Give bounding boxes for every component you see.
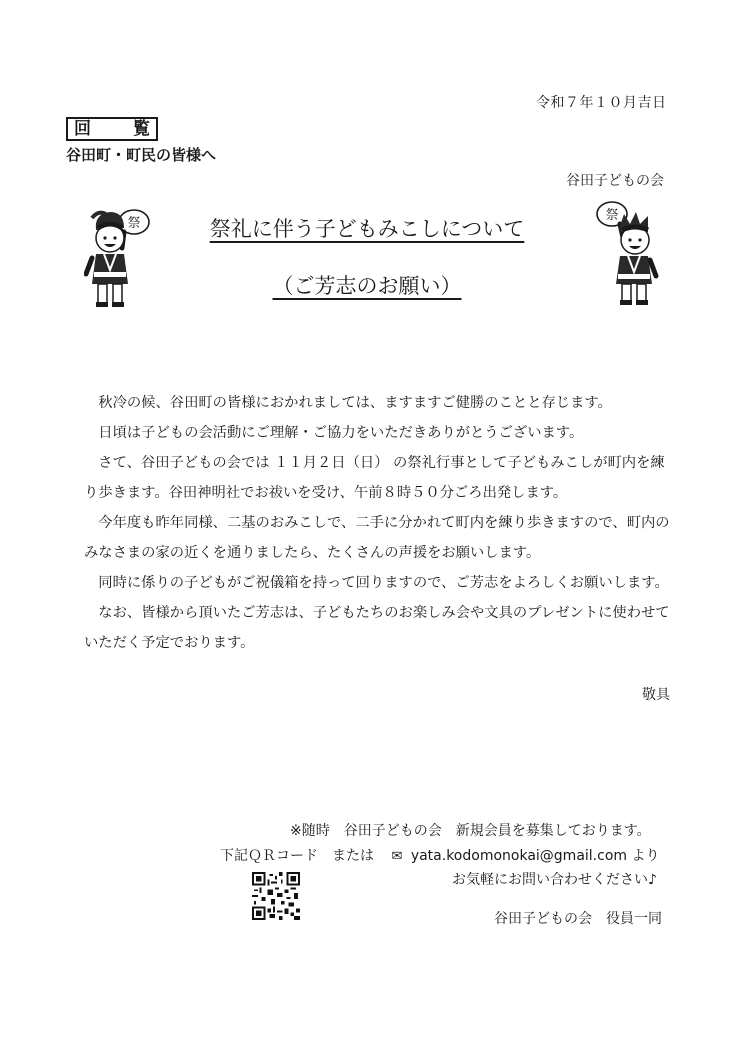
body-paragraph-route: 今年度も昨年同様、二基のおみこしで、二手に分かれて町内を練り歩きますので、町内のみなさまの家の近くを通りましたら、たくさんの声援をお願いします。 [84,515,670,561]
qr-code-icon[interactable] [252,872,300,920]
inquiry-invite: お気軽にお問い合わせください♪ [452,872,657,888]
contact-email[interactable]: yata.kodomonokai@gmail.com [410,848,628,864]
mascot-right-badge: 祭 [605,208,619,223]
addressee: 谷田町・町民の皆様へ [66,146,217,164]
circulation-box [66,117,158,141]
body-paragraph-thanks: 日頃は子どもの会活動にご理解・ご協力をいただきありがとうございます。 [84,425,584,441]
body-paragraph-event: さて、谷田子どもの会では １１月２日（日） の祭礼行事として子どもみこしが町内を練り歩きます。谷田神明社でお祓いを受け、午前８時５０分ごろ出発します。 [84,455,665,501]
envelope-icon: ✉ [378,849,403,864]
issue-date: 令和７年１０月吉日 [536,95,667,111]
recruit-notice: ※随時 谷田子どもの会 新規会員を募集しております。 [290,823,651,839]
letter-body [84,388,676,658]
signature: 谷田子どもの会 役員一同 [494,911,662,927]
contact-line [220,845,659,865]
circulation-char-1: 回 [74,119,91,139]
closing-word: 敬具 [642,687,670,703]
contact-prefix: 下記ＱＲコード または [220,848,374,864]
title-sub: （ご芳志のお願い） [272,274,462,298]
mascot-left-badge: 祭 [127,216,141,231]
body-paragraph-greeting: 秋冷の候、谷田町の皆様におかれましては、ますますご健勝のことと存じます。 [84,395,612,411]
contact-suffix: より [631,848,660,864]
title-main: 祭礼に伴う子どもみこしについて [209,217,525,241]
body-paragraph-donation: 同時に係りの子どもがご祝儀箱を持って回りますので、ご芳志をよろしくお願いします。 [84,575,669,591]
body-paragraph-usage: なお、皆様から頂いたご芳志は、子どもたちのお楽しみ会や文具のプレゼントに使わせていただく予定でおります。 [84,605,670,651]
circulation-char-2: 覧 [133,119,150,139]
sender: 谷田子どもの会 [566,173,664,189]
